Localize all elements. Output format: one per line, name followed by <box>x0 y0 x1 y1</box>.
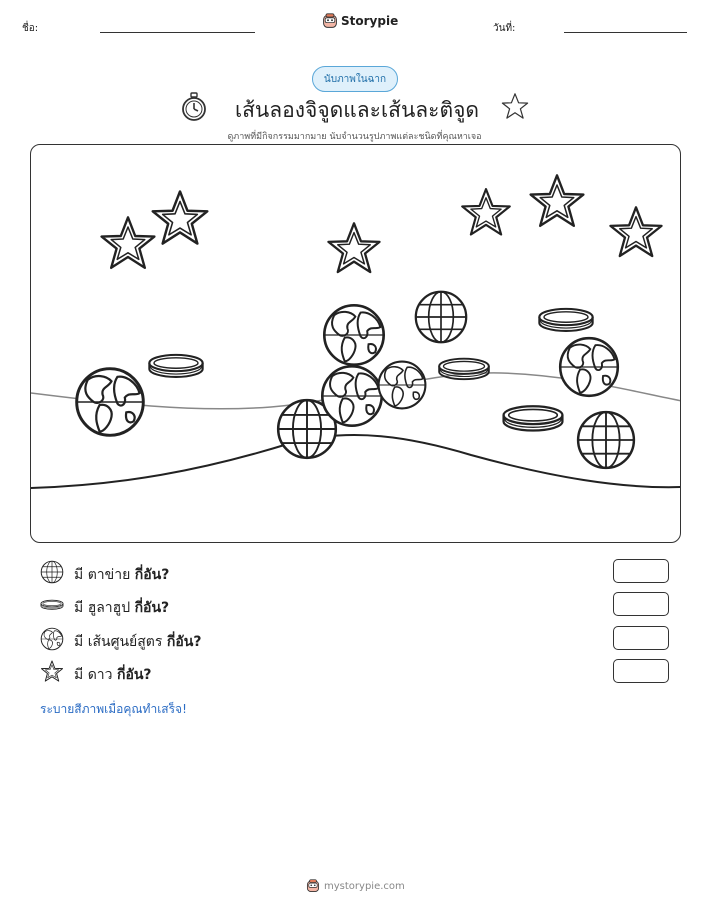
star-5 <box>531 175 584 225</box>
footer <box>306 879 405 893</box>
footer-mascot-icon <box>306 879 320 893</box>
question-text: มี เส้นศูนย์สูตร กี่อัน? <box>74 634 202 650</box>
answer-box[interactable] <box>613 559 669 583</box>
star-icon <box>40 660 64 684</box>
answer-box[interactable] <box>613 592 669 616</box>
hula-hoop-icon <box>40 593 64 617</box>
star-2 <box>153 191 208 243</box>
earth-globe-2 <box>324 305 383 364</box>
activity-badge: นับภาพในฉาก <box>312 66 398 92</box>
star-1 <box>102 217 155 267</box>
title-star-icon <box>500 92 530 122</box>
hula-hoop-4 <box>504 406 563 430</box>
earth-globe-1 <box>77 369 144 436</box>
footer-url: mystorypie.com <box>324 880 405 892</box>
grid-globe-icon <box>40 560 64 584</box>
question-text: มี ดาว กี่อัน? <box>74 667 152 683</box>
page-title: เส้นลองจิจูดและเส้นละติจูด <box>234 98 480 122</box>
instructions: ดูภาพที่มีกิจกรรมมากมาย นับจำนวนรูปภาพแต่ละชนิดที่คุณหาเจอ <box>227 132 482 142</box>
stopwatch-icon <box>179 92 209 122</box>
star-3 <box>328 223 379 272</box>
name-field[interactable] <box>100 32 255 33</box>
mascot-icon <box>322 13 338 29</box>
question-text: มี ตาข่าย กี่อัน? <box>74 567 170 583</box>
star-6 <box>610 207 661 256</box>
question-hula-hoop <box>40 591 680 619</box>
earth-globe-5 <box>560 338 618 396</box>
brand-logo <box>322 13 398 29</box>
hula-hoop-3 <box>539 309 592 331</box>
hula-hoop-2 <box>439 359 489 380</box>
grid-globe-3 <box>578 412 634 468</box>
brand-name: Storypie <box>341 14 399 28</box>
earth-globe-3 <box>322 366 381 425</box>
seek-and-find-scene <box>30 144 681 543</box>
question-earth-globe <box>40 625 680 653</box>
title-row <box>0 92 709 124</box>
answer-box[interactable] <box>613 659 669 683</box>
answer-box[interactable] <box>613 626 669 650</box>
grid-globe-1 <box>416 292 466 342</box>
date-field[interactable] <box>564 32 687 33</box>
earth-globe-4 <box>379 362 426 409</box>
name-label: ชื่อ: <box>22 23 39 34</box>
question-grid-globe <box>40 558 680 586</box>
date-label: วันที่: <box>493 23 516 34</box>
star-4 <box>462 189 510 234</box>
question-text: มี ฮูลาฮูป กี่อัน? <box>74 600 170 616</box>
question-star <box>40 658 680 686</box>
earth-globe-icon <box>40 627 64 651</box>
coloring-note: ระบายสีภาพเมื่อคุณทำเสร็จ! <box>40 702 187 716</box>
hula-hoop-1 <box>149 355 202 377</box>
